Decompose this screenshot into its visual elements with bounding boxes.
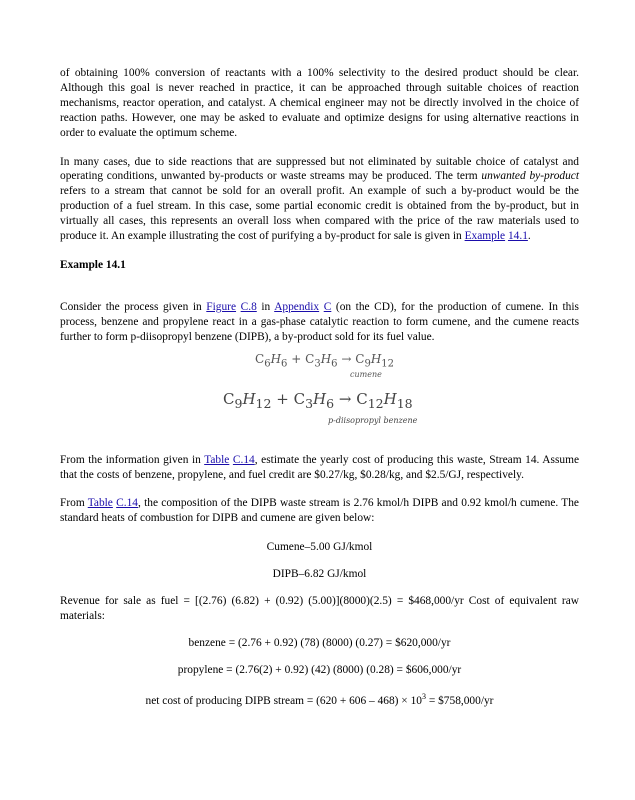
link-figure-c8[interactable]: C.8	[240, 300, 257, 313]
link-example-14-1[interactable]: 14.1	[507, 230, 528, 243]
heat-of-combustion-dipb: DIPB–6.82 GJ/kmol	[272, 568, 367, 581]
link-appendix[interactable]: Appendix	[274, 300, 320, 313]
paragraph-by-products: In many cases, due to side reactions that are suppressed but not eliminated by suitable choice of catalyst and operating conditions, unwanted by-products or waste streams may be produced. The term unwanted by-product refers to a stream that cannot be sold for an overall profit. An example of such a by-product would be the production of a fuel stream. In this case, some partial economic credit is obtained from the by-product, but in virtually all cases, this represents an overall loss when compared with the price of the raw materials used to produce it. An example illustrating the cost of purifying a by-product for sale is given in Example 14.1.	[60, 155, 580, 243]
term-unwanted-by-product: unwanted by-product	[481, 170, 580, 183]
document-page	[60, 66, 579, 708]
link-table-c14-2[interactable]: C.14	[116, 497, 138, 510]
reaction-equation-cumene: $C_6H_6 + C_3H_6 \to C_9H_{12}$ cumene	[60, 352, 579, 380]
link-appendix-c[interactable]: C	[323, 300, 332, 313]
example-heading: Example 14.1	[60, 258, 126, 271]
link-example[interactable]: Example	[464, 230, 506, 243]
heat-of-combustion-cumene: Cumene–5.00 GJ/kmol	[266, 541, 373, 554]
paragraph-intro: of obtaining 100% conversion of reactants with a 100% selectivity to the desired product should be clear. Although this goal is never reached in practice, it can be approached through suitable choices of reaction mechanisms, reactor operation, and catalyst. A chemical engineer may not be directly involved in the choice of reaction paths. However, one may be asked to evaluate and optimize designs for using alternative reactions in order to evaluate the optimum scheme.	[60, 67, 579, 139]
link-figure[interactable]: Figure	[206, 300, 237, 313]
product-label-dipb: p-diisopropyl benzene	[328, 415, 418, 425]
product-label-cumene: cumene	[350, 369, 382, 379]
benzene-cost: benzene = (2.76 + 0.92) (78) (8000) (0.27) = $620,000/yr	[188, 636, 451, 649]
paragraph-task: From the information given in Table C.14, estimate the yearly cost of producing this waste, Stream 14. Assume that the costs of benzene, propylene, and fuel credit are $0.27/kg, $0.28/kg, and $2.5/GJ, respectively.	[60, 453, 580, 481]
link-table-2[interactable]: Table	[87, 497, 113, 510]
revenue-calculation: Revenue for sale as fuel = [(2.76) (6.82) + (0.92) (5.00)](8000)(2.5) = $468,000/yr Cost of equivalent raw materials:	[60, 595, 579, 622]
propylene-cost: propylene = (2.76(2) + 0.92) (42) (8000) (0.28) = $606,000/yr	[177, 663, 462, 676]
link-table-c14[interactable]: C.14	[232, 453, 255, 466]
link-table[interactable]: Table	[204, 453, 230, 466]
reaction-equation-dipb: $C_9H_{12} + C_3H_6 \to C_{12}H_{18}$ p-diisopropyl benzene	[60, 392, 579, 428]
paragraph-example-problem: Consider the process given in Figure C.8 in Appendix C (on the CD), for the production of cumene. In this process, benzene and propylene react in a gas-phase catalytic reaction to form cumene, and the cumene reacts further to form p-diisopropyl benzene (DIPB), a by-product sold for its fuel value.	[60, 300, 579, 343]
net-cost-dipb: net cost of producing DIPB stream = $(620 + 606 - 468) \times 10^3$ = $758,000/yr	[145, 691, 494, 707]
paragraph-composition: From Table C.14, the composition of the DIPB waste stream is 2.76 kmol/h DIPB and 0.92 kmol/h cumene. The standard heats of combustion for DIPB and cumene are given below:	[60, 497, 579, 525]
